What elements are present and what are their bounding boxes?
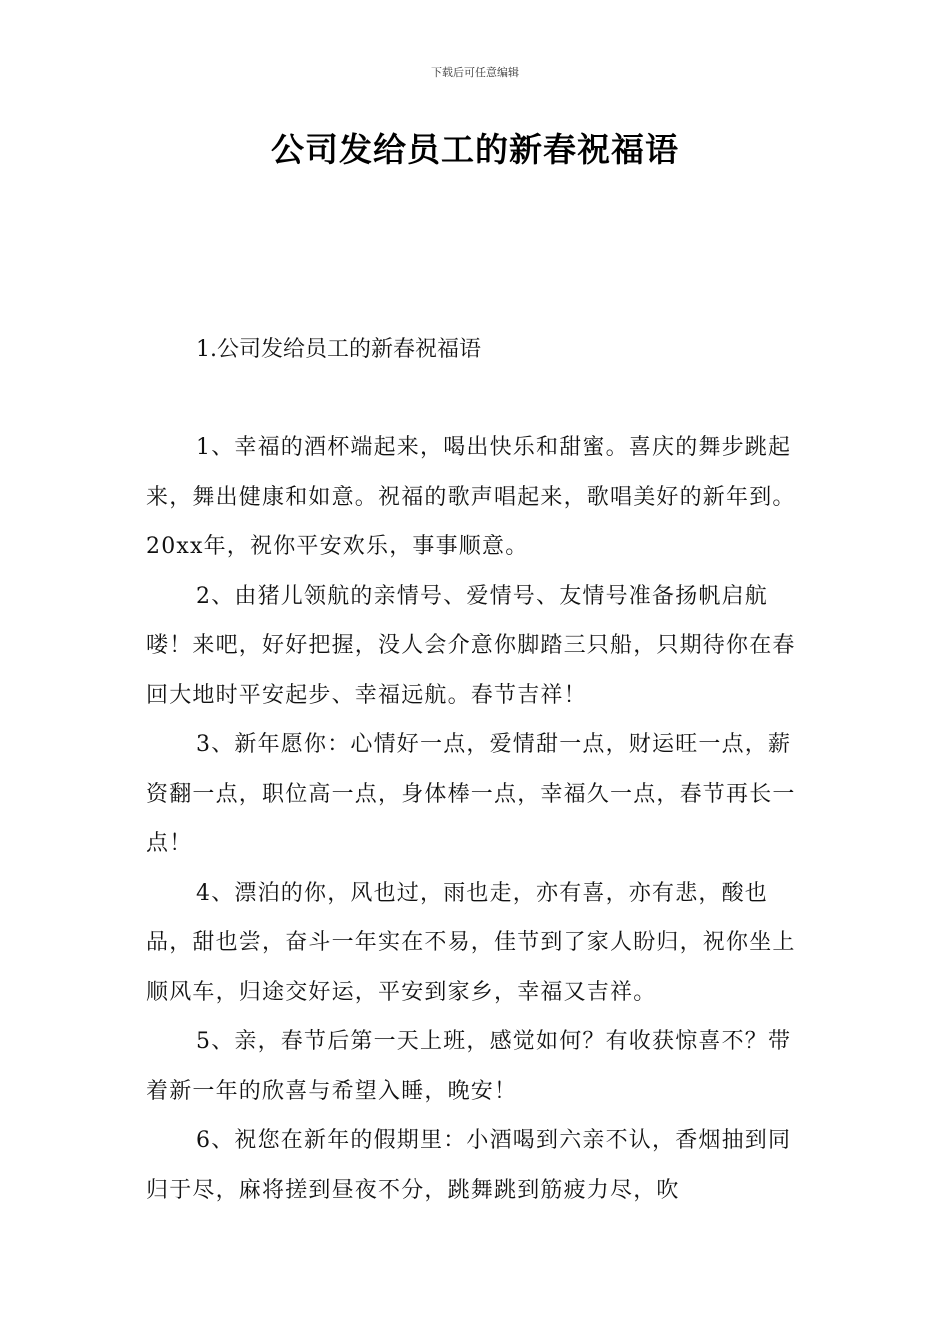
body-text — [146, 423, 814, 1215]
paragraph-3: 3、新年愿你：心情好一点，爱情甜一点，财运旺一点，薪资翻一点，职位高一点，身体棒一点，幸福久一点，春节再长一点！ — [146, 732, 796, 856]
paragraph-6: 6、祝您在新年的假期里：小酒喝到六亲不认，香烟抽到同归于尽，麻将搓到昼夜不分，跳舞跳到筋疲力尽，吹 — [146, 1128, 792, 1203]
paragraph-1: 1、幸福的酒杯端起来，喝出快乐和甜蜜。喜庆的舞步跳起来，舞出健康和如意。祝福的歌声唱起来，歌唱美好的新年到。20xx年，祝你平安欢乐，事事顺意。 — [146, 435, 796, 559]
paragraph-2: 2、由猪儿领航的亲情号、爱情号、友情号准备扬帆启航喽！来吧，好好把握，没人会介意你脚踏三只船，只期待你在春回大地时平安起步、幸福远航。春节吉祥！ — [146, 583, 796, 708]
section-heading: 1.公司发给员工的新春祝福语 — [196, 337, 481, 362]
header-note: 下载后可任意编辑 — [431, 66, 519, 79]
document-title: 公司发给员工的新春祝福语 — [271, 130, 679, 169]
paragraph-4: 4、漂泊的你，风也过，雨也走，亦有喜，亦有悲，酸也品，甜也尝，奋斗一年实在不易，佳节到了家人盼归，祝你坐上顺风车，归途交好运，平安到家乡，幸福又吉祥。 — [146, 880, 796, 1005]
paragraph-5: 5、亲，春节后第一天上班，感觉如何？有收获惊喜不？带着新一年的欣喜与希望入睡，晚安！ — [146, 1029, 792, 1104]
